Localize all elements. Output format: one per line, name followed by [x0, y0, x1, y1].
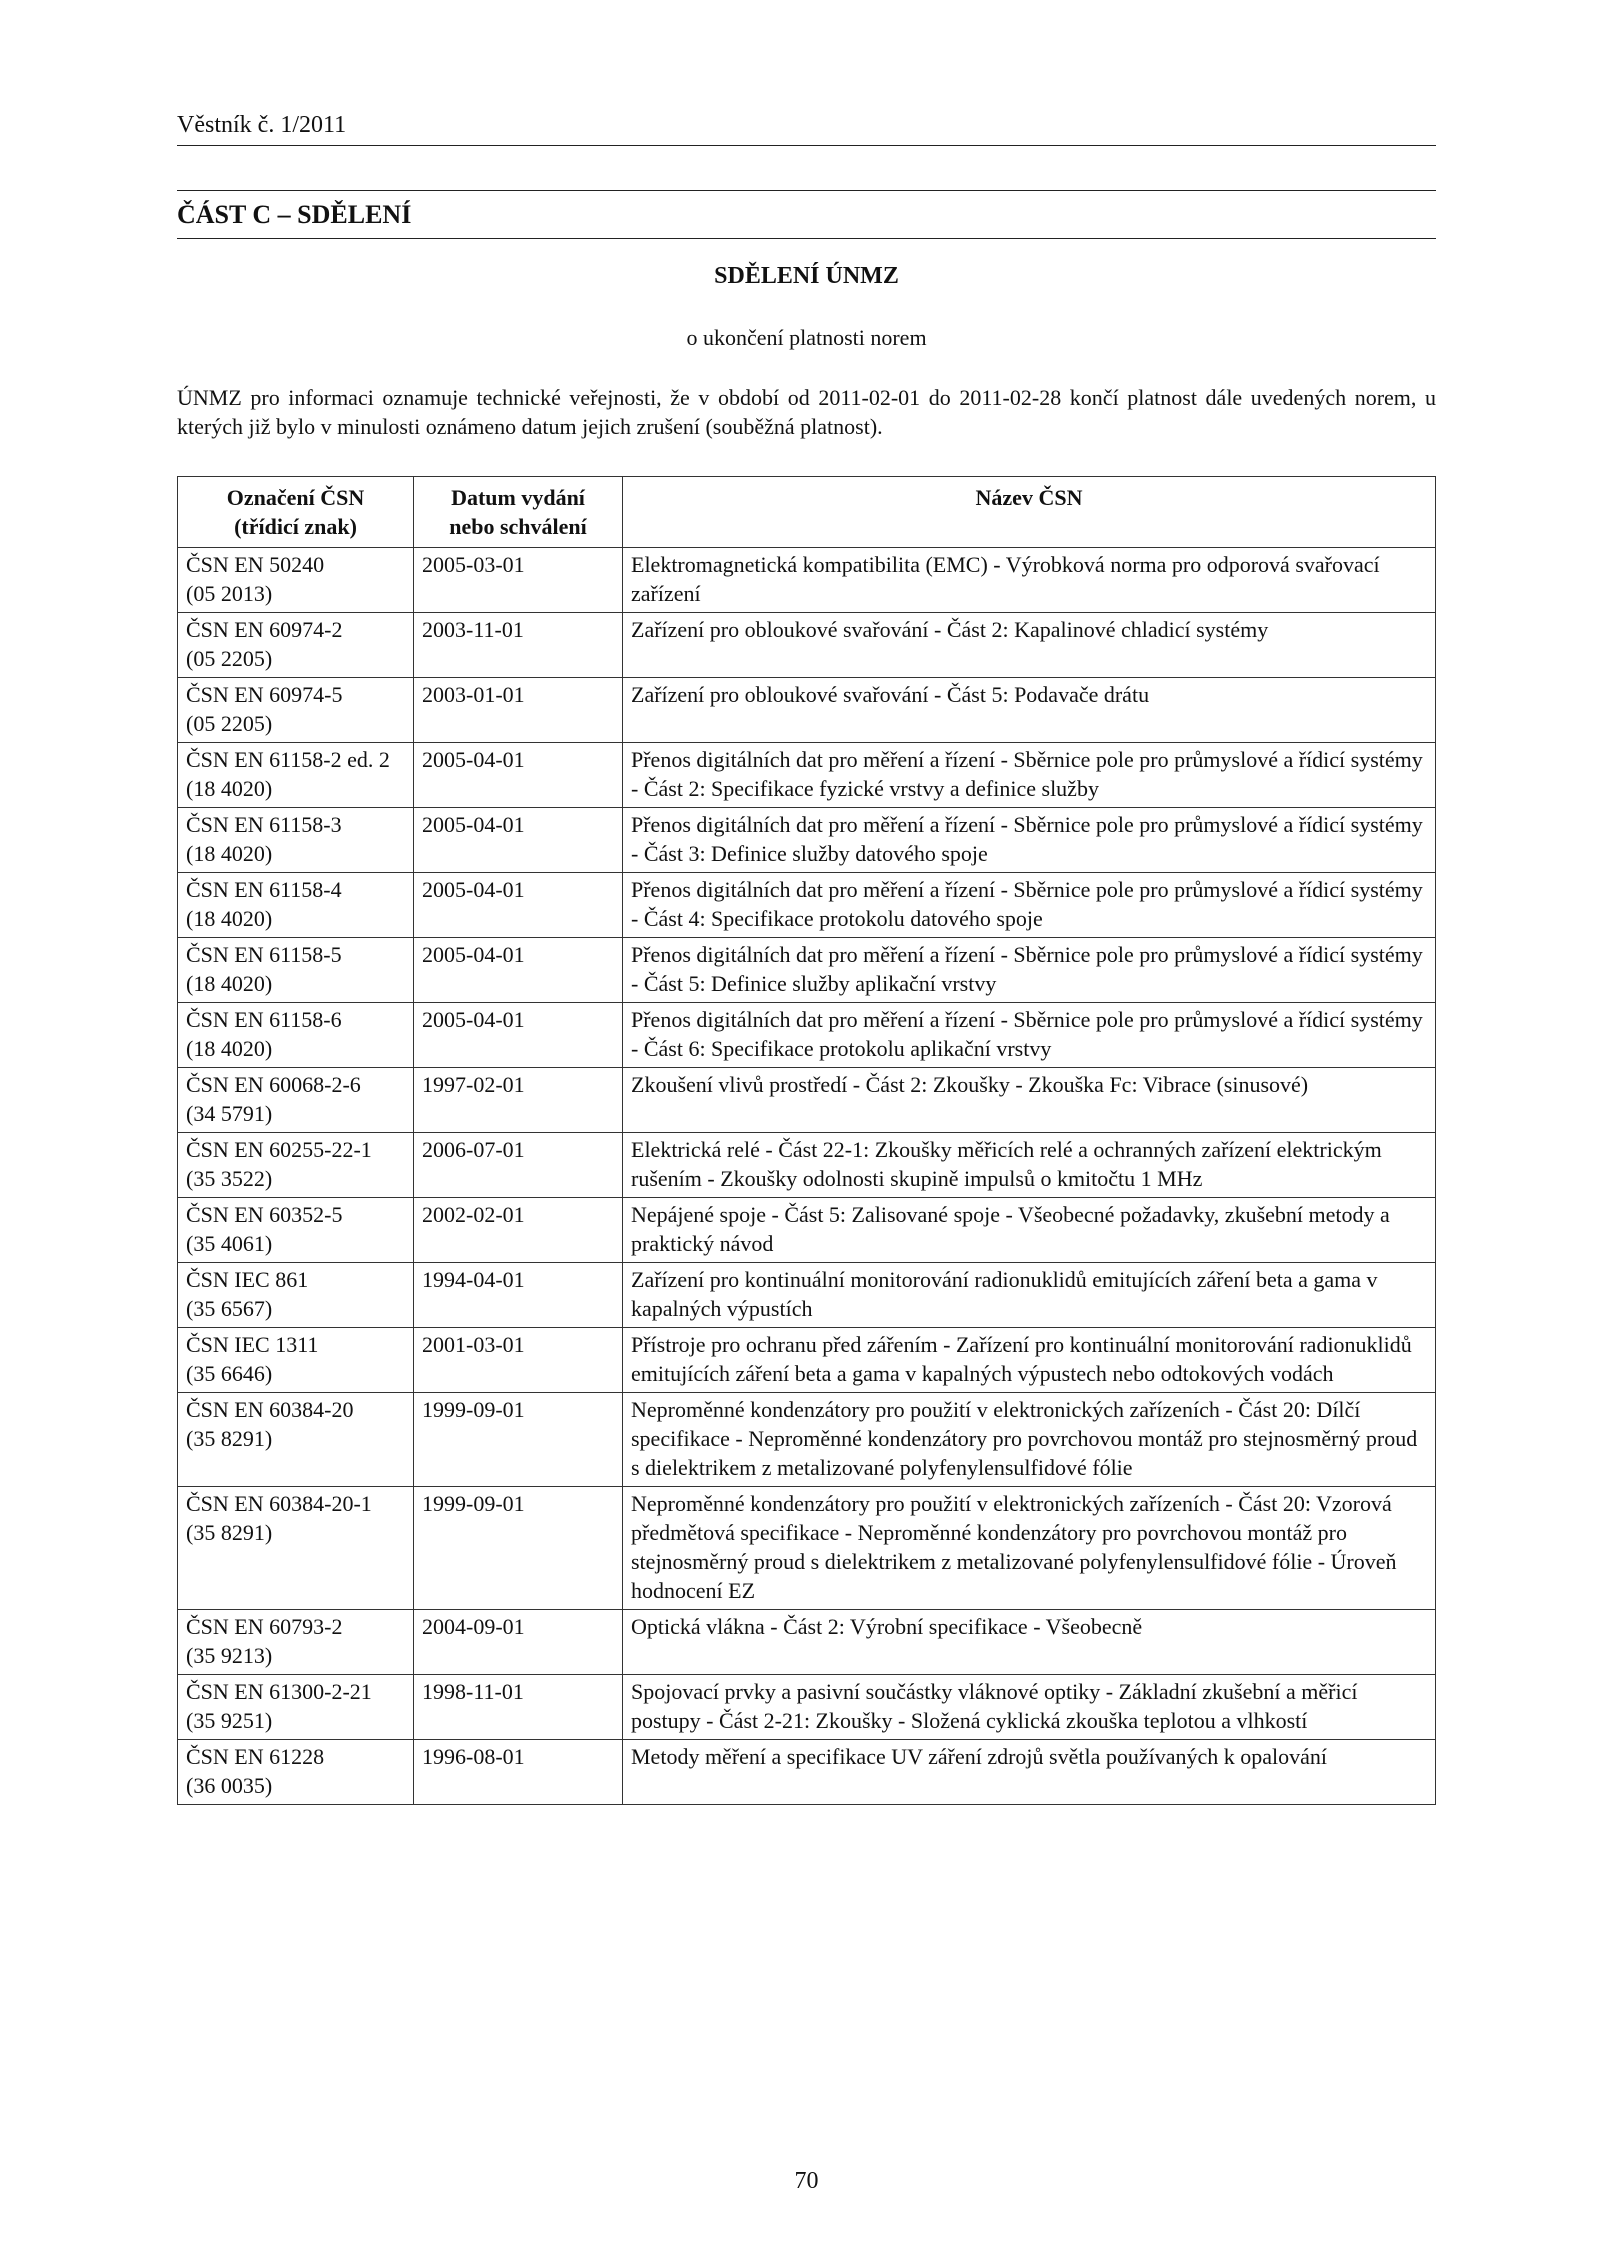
norm-class-code: (35 4061)	[186, 1231, 273, 1256]
table-row	[178, 1487, 1436, 1610]
norm-date: 2005-04-01	[414, 938, 623, 1003]
norm-code: ČSN EN 60384-20	[186, 1397, 354, 1422]
norm-date: 2005-04-01	[414, 1003, 623, 1068]
norm-class-code: (36 0035)	[186, 1773, 273, 1798]
norm-class-code: (05 2205)	[186, 646, 273, 671]
norm-name: Optická vlákna - Část 2: Výrobní specifikace - Všeobecně	[623, 1610, 1436, 1675]
norm-code-cell	[178, 613, 414, 678]
header-date-line1: Datum vydání	[451, 485, 585, 510]
norm-name: Přenos digitálních dat pro měření a řízení - Sběrnice pole pro průmyslové a řídicí systémy - Část 2: Specifikace fyzické vrstvy a definice služby	[623, 743, 1436, 808]
norm-name: Neproměnné kondenzátory pro použití v elektronických zařízeních - Část 20: Dílčí specifikace - Neproměnné kondenzátory pro povrchovou montáž pro stejnosměrný proud s dielektrikem z metalizované polyfenylensulfidové fólie	[623, 1393, 1436, 1487]
norm-code: ČSN IEC 861	[186, 1267, 309, 1292]
table-row	[178, 1133, 1436, 1198]
norm-class-code: (35 6646)	[186, 1361, 273, 1386]
norm-code: ČSN EN 61158-6	[186, 1007, 342, 1032]
norm-name: Zařízení pro obloukové svařování - Část 2: Kapalinové chladicí systémy	[623, 613, 1436, 678]
norm-name: Přenos digitálních dat pro měření a řízení - Sběrnice pole pro průmyslové a řídicí systémy - Část 6: Specifikace protokolu aplikační vrstvy	[623, 1003, 1436, 1068]
header-date-line2: nebo schválení	[449, 514, 587, 539]
norm-class-code: (18 4020)	[186, 1036, 273, 1061]
section-rule-top	[177, 190, 1436, 191]
norm-name: Elektrická relé - Část 22-1: Zkoušky měřicích relé a ochranných zařízení elektrickým rušením - Zkoušky odolnosti skupině impulsů o kmitočtu 1 MHz	[623, 1133, 1436, 1198]
norm-class-code: (05 2205)	[186, 711, 273, 736]
norm-date: 2001-03-01	[414, 1328, 623, 1393]
norm-date: 2006-07-01	[414, 1133, 623, 1198]
norm-name: Nepájené spoje - Část 5: Zalisované spoje - Všeobecné požadavky, zkušební metody a praktický návod	[623, 1198, 1436, 1263]
table-row	[178, 938, 1436, 1003]
norm-name: Přenos digitálních dat pro měření a řízení - Sběrnice pole pro průmyslové a řídicí systémy - Část 5: Definice služby aplikační vrstvy	[623, 938, 1436, 1003]
norm-code-cell	[178, 1487, 414, 1610]
norm-date: 1997-02-01	[414, 1068, 623, 1133]
header-code-line2: (třídicí znak)	[234, 514, 357, 539]
norm-name: Přenos digitálních dat pro měření a řízení - Sběrnice pole pro průmyslové a řídicí systémy - Část 4: Specifikace protokolu datového spoje	[623, 873, 1436, 938]
norm-code-cell	[178, 1610, 414, 1675]
notice-title: SDĚLENÍ ÚNMZ	[714, 263, 899, 289]
header-code	[178, 477, 414, 548]
norm-code: ČSN EN 61300-2-21	[186, 1679, 372, 1704]
norm-code: ČSN EN 60068-2-6	[186, 1072, 361, 1097]
norm-code: ČSN EN 61228	[186, 1744, 325, 1769]
norm-date: 2003-01-01	[414, 678, 623, 743]
norm-name: Přenos digitálních dat pro měření a řízení - Sběrnice pole pro průmyslové a řídicí systémy - Část 3: Definice služby datového spoje	[623, 808, 1436, 873]
norm-class-code: (35 8291)	[186, 1520, 273, 1545]
norm-name: Zařízení pro kontinuální monitorování radionuklidů emitujících záření beta a gama v kapalných výpustích	[623, 1263, 1436, 1328]
table-row	[178, 1675, 1436, 1740]
intro-paragraph: ÚNMZ pro informaci oznamuje technické veřejnosti, že v období od 2011-02-01 do 2011-02-28 končí platnost dále uvedených norem, u kterých již bylo v minulosti oznámeno datum jejich zrušení (souběžná platnost).	[177, 385, 1436, 439]
norm-date: 2003-11-01	[414, 613, 623, 678]
norm-name: Elektromagnetická kompatibilita (EMC) - Výrobková norma pro odporová svařovací zařízení	[623, 548, 1436, 613]
norm-code-cell	[178, 938, 414, 1003]
table-row	[178, 613, 1436, 678]
norm-code-cell	[178, 548, 414, 613]
table-row	[178, 1263, 1436, 1328]
norm-code-cell	[178, 1393, 414, 1487]
norm-code-cell	[178, 873, 414, 938]
norm-date: 2005-04-01	[414, 808, 623, 873]
norm-code-cell	[178, 1263, 414, 1328]
norm-code: ČSN EN 61158-3	[186, 812, 342, 837]
norm-code-cell	[178, 1068, 414, 1133]
running-head: Věstník č. 1/2011	[177, 112, 347, 138]
norm-code: ČSN EN 61158-4	[186, 877, 342, 902]
norm-code-cell	[178, 1133, 414, 1198]
header-code-line1: Označení ČSN	[226, 485, 365, 510]
norm-code: ČSN EN 61158-5	[186, 942, 342, 967]
norm-date: 1996-08-01	[414, 1740, 623, 1805]
norm-date: 1999-09-01	[414, 1393, 623, 1487]
norm-code: ČSN EN 60384-20-1	[186, 1491, 372, 1516]
table-row	[178, 1610, 1436, 1675]
table-row	[178, 808, 1436, 873]
page-number: 70	[794, 2168, 819, 2194]
header-date	[414, 477, 623, 548]
section-title: ČÁST C – SDĚLENÍ	[177, 200, 412, 229]
norms-table	[177, 476, 1436, 1805]
norm-class-code: (18 4020)	[186, 841, 273, 866]
norm-code: ČSN EN 50240	[186, 552, 325, 577]
table-row	[178, 1068, 1436, 1133]
norm-code: ČSN EN 60352-5	[186, 1202, 343, 1227]
norm-name: Přístroje pro ochranu před zářením - Zařízení pro kontinuální monitorování radionuklidů emitujících záření beta a gama v kapalných výpustech nebo odtokových vodách	[623, 1328, 1436, 1393]
table-row	[178, 1740, 1436, 1805]
norm-class-code: (35 8291)	[186, 1426, 273, 1451]
norm-code-cell	[178, 1675, 414, 1740]
table-row	[178, 1393, 1436, 1487]
table-row	[178, 1003, 1436, 1068]
section-rule-bottom	[177, 238, 1436, 239]
header-name: Název ČSN	[623, 477, 1436, 548]
norm-class-code: (18 4020)	[186, 776, 273, 801]
norm-class-code: (18 4020)	[186, 971, 273, 996]
norm-code: ČSN IEC 1311	[186, 1332, 319, 1357]
norm-code-cell	[178, 743, 414, 808]
norm-date: 2005-03-01	[414, 548, 623, 613]
table-row	[178, 743, 1436, 808]
norm-name: Neproměnné kondenzátory pro použití v elektronických zařízeních - Část 20: Vzorová předmětová specifikace - Neproměnné kondenzátory pro povrchovou montáž pro stejnosměrný proud s dielektrikem z metalizované polyfenylensulfidové fólie - Úroveň hodnocení EZ	[623, 1487, 1436, 1610]
notice-subtitle: o ukončení platnosti norem	[686, 325, 927, 350]
norm-date: 1994-04-01	[414, 1263, 623, 1328]
table-row	[178, 1198, 1436, 1263]
norm-code-cell	[178, 1328, 414, 1393]
norm-code: ČSN EN 60974-5	[186, 682, 343, 707]
table-header-row	[178, 477, 1436, 548]
table-row	[178, 1328, 1436, 1393]
norm-date: 1998-11-01	[414, 1675, 623, 1740]
norm-class-code: (05 2013)	[186, 581, 273, 606]
norm-code-cell	[178, 1198, 414, 1263]
norm-code: ČSN EN 60793-2	[186, 1614, 343, 1639]
norms-table-body	[178, 548, 1436, 1805]
norm-name: Metody měření a specifikace UV záření zdrojů světla používaných k opalování	[623, 1740, 1436, 1805]
norm-code-cell	[178, 678, 414, 743]
table-row	[178, 678, 1436, 743]
norm-code: ČSN EN 60974-2	[186, 617, 343, 642]
norm-class-code: (35 9251)	[186, 1708, 273, 1733]
header-rule	[177, 145, 1436, 146]
norm-date: 2002-02-01	[414, 1198, 623, 1263]
norm-name: Zkoušení vlivů prostředí - Část 2: Zkoušky - Zkouška Fc: Vibrace (sinusové)	[623, 1068, 1436, 1133]
table-row	[178, 873, 1436, 938]
norm-date: 1999-09-01	[414, 1487, 623, 1610]
table-row	[178, 548, 1436, 613]
norm-class-code: (35 9213)	[186, 1643, 273, 1668]
norm-code: ČSN EN 60255-22-1	[186, 1137, 372, 1162]
norm-date: 2004-09-01	[414, 1610, 623, 1675]
norm-name: Zařízení pro obloukové svařování - Část 5: Podavače drátu	[623, 678, 1436, 743]
norm-code-cell	[178, 808, 414, 873]
norm-date: 2005-04-01	[414, 743, 623, 808]
norm-class-code: (35 6567)	[186, 1296, 273, 1321]
norm-code-cell	[178, 1003, 414, 1068]
norm-date: 2005-04-01	[414, 873, 623, 938]
norm-code-cell	[178, 1740, 414, 1805]
norm-class-code: (34 5791)	[186, 1101, 273, 1126]
norm-name: Spojovací prvky a pasivní součástky vláknové optiky - Základní zkušební a měřicí postupy - Část 2-21: Zkoušky - Složená cyklická zkouška teplotou a vlhkostí	[623, 1675, 1436, 1740]
norm-code: ČSN EN 61158-2 ed. 2	[186, 747, 390, 772]
norm-class-code: (18 4020)	[186, 906, 273, 931]
norm-class-code: (35 3522)	[186, 1166, 273, 1191]
